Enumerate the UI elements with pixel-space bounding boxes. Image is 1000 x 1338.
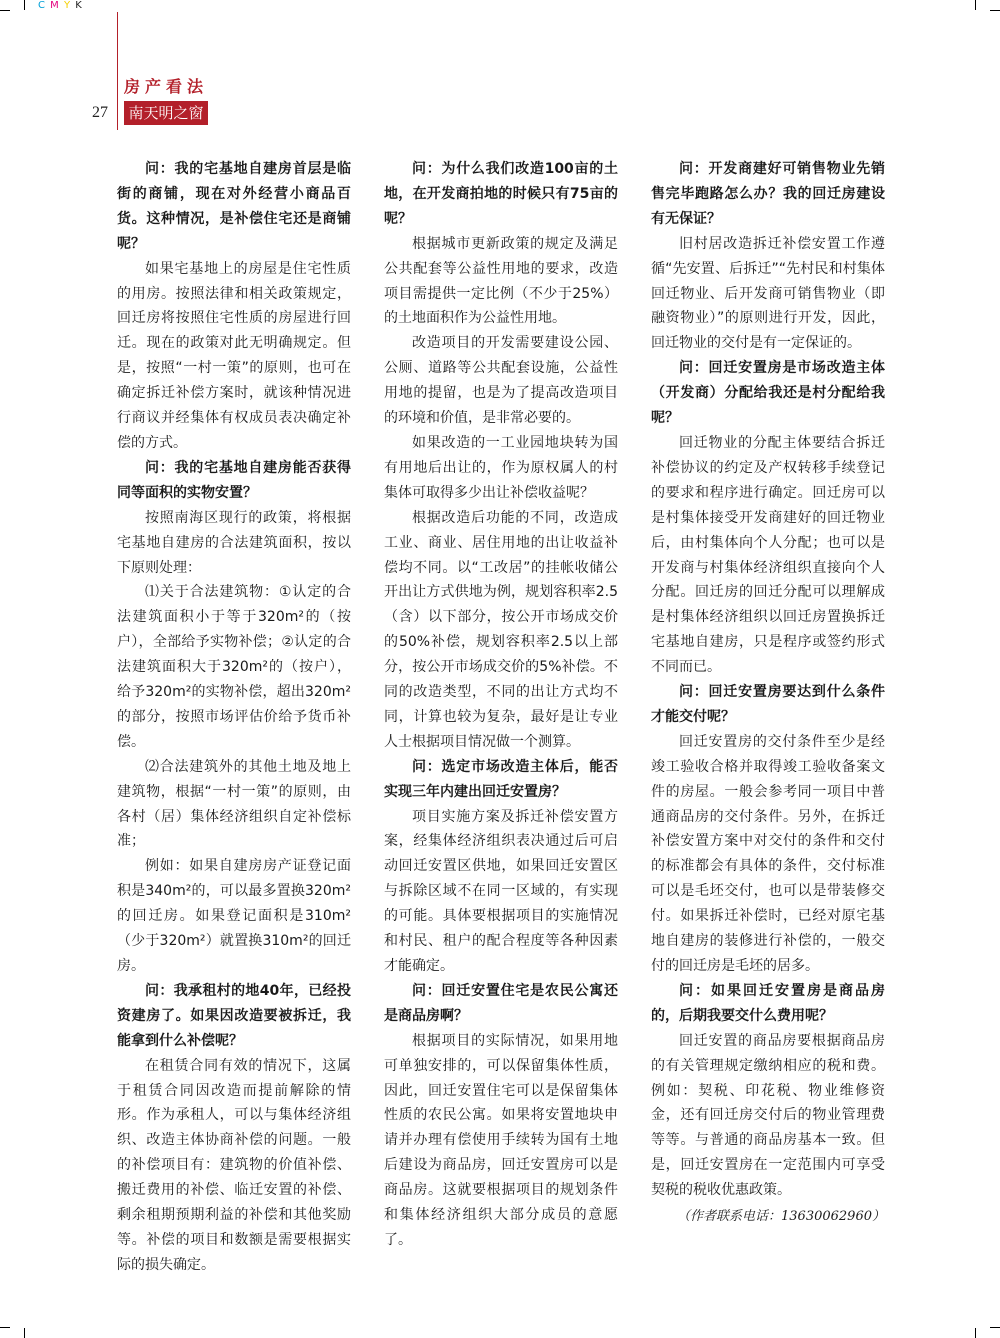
body-paragraph: 在租赁合同有效的情况下，这属于租赁合同因改造而提前解除的情形。作为承租人，可以与集体经济组织、改造主体协商补偿的问题。一般的补偿项目有：建筑物的价值补偿、搬迁费用的补偿、临迁安置的补偿、剩余租期预期利益的补偿和其他奖励等。补偿的项目和数额是需要根据实际的损失确定。 — [117, 1057, 351, 1273]
body-paragraph: 项目实施方案及拆迁补偿安置方案，经集体经济组织表决通过后可启动回迁安置区供地，如果回迁安置区与拆除区域不在同一区域的，有实现的可能。具体要根据项目的实施情况和村民、租户的配合程度等各种因素才能确定。 — [384, 808, 618, 974]
body-paragraph: 回迁物业的分配主体要结合拆迁补偿协议的约定及产权转移手续登记的要求和程序进行确定。回迁房可以是村集体接受开发商建好的回迁物业后，由村集体向个人分配；也可以是开发商与村集体经济组织直接向个人分配。回迁房的回迁分配可以理解成是村集体经济组织以回迁房置换拆迁宅基地自建房，只是程序或签约形式不同而已。 — [651, 434, 885, 676]
registration-m: M — [50, 0, 60, 11]
crop-mark-top-left — [0, 10, 10, 11]
article-column-1 — [117, 157, 351, 1278]
body-paragraph: 改造项目的开发需要建设公园、公厕、道路等公共配套设施，公益性用地的提留，也是为了提高改造项目的环境和价值，是非常必要的。 — [384, 335, 618, 427]
section-title: 房产看法 — [124, 77, 209, 96]
question-paragraph: 问：为什么我们改造100亩的土地，在开发商拍地的时候只有75亩的呢？ — [384, 161, 618, 227]
crop-mark-bottom-left-v — [24, 1328, 25, 1338]
body-paragraph: 回迁安置房的交付条件至少是经竣工验收合格并取得竣工验收备案文件的房屋。一般会参考同一项目中普通商品房的交付条件。另外，在拆迁补偿安置方案中对交付的条件和交付的标准都会有具体的条件，交付标准可以是毛坯交付，也可以是带装修交付。如果拆迁补偿时，已经对原宅基地自建房的装修进行补偿的，一般交付的回迁房是毛坯的居多。 — [651, 733, 885, 974]
body-paragraph: 旧村居改造拆迁补偿安置工作遵循“先安置、后拆迁”“先村民和村集体回迁物业、后开发商可销售物业（即融资物业）”的原则进行开发，因此，回迁物业的交付是有一定保证的。 — [651, 235, 885, 352]
question-paragraph: 问：回迁安置房是市场改造主体（开发商）分配给我还是村分配给我呢？ — [651, 360, 885, 427]
crop-mark-top-right-v — [975, 0, 976, 10]
header-rule — [117, 12, 118, 130]
color-registration-marks — [38, 0, 83, 11]
body-paragraph: 如果宅基地上的房屋是住宅性质的用房。按照法律和相关政策规定，回迁房将按照住宅性质的房屋进行回迁。现在的政策对此无明确规定。但是，按照“一村一策”的原则，也可在确定拆迁补偿方案时，就该种情况进行商议并经集体有权成员表决确定补偿的方式。 — [117, 260, 351, 451]
question-paragraph: 问：开发商建好可销售物业先销售完毕跑路怎么办？我的回迁房建设有无保证？ — [651, 161, 885, 227]
question-paragraph: 问：回迁安置房要达到什么条件才能交付呢？ — [651, 684, 885, 725]
body-paragraph: 根据改造后功能的不同，改造成工业、商业、居住用地的出让收益补偿均不同。以“工改居”的挂帐收储公开出让方式供地为例，规划容积率2.5（含）以下部分，按公开市场成交价的50%补偿，规划容积率2.5以上部分，按公开市场成交价的5%补偿。不同的改造类型，不同的出让方式均不同，计算也较为复杂，最好是让专业人士根据项目情况做一个测算。 — [384, 509, 618, 750]
registration-k: K — [75, 0, 83, 11]
crop-mark-top-right — [990, 10, 1000, 11]
question-paragraph: 问：如果回迁安置房是商品房的，后期我要交什么费用呢？ — [651, 982, 885, 1024]
column-label: 南天明之窗 — [124, 101, 208, 125]
author-contact: （作者联系电话：13630062960） — [677, 1209, 885, 1225]
body-paragraph: 根据城市更新政策的规定及满足公共配套等公益性用地的要求，改造项目需提供一定比例（不少于25%）的土地面积作为公益性用地。 — [384, 235, 618, 327]
question-paragraph: 问：选定市场改造主体后，能否实现三年内建出回迁安置房？ — [384, 758, 618, 800]
article-column-2 — [384, 157, 618, 1253]
registration-y: Y — [64, 0, 72, 11]
crop-mark-top-left-v — [24, 0, 25, 10]
crop-mark-bottom-right-v — [975, 1328, 976, 1338]
article-column-3 — [651, 157, 885, 1230]
body-paragraph: 如果改造的一工业园地块转为国有用地后出让的，作为原权属人的村集体可取得多少出让补偿收益呢？ — [384, 434, 618, 501]
body-paragraph: 回迁安置的商品房要根据商品房的有关管理规定缴纳相应的税和费。例如：契税、印花税、物业维修资金，还有回迁房交付后的物业管理费等等。与普通的商品房基本一致。但是，回迁安置房在一定范围内可享受契税的税收优惠政策。 — [651, 1032, 885, 1199]
question-paragraph: 问：我承租村的地40年，已经投资建房了。如果因改造要被拆迁，我能拿到什么补偿呢？ — [117, 982, 351, 1049]
question-paragraph: 问：回迁安置住宅是农民公寓还是商品房啊？ — [384, 982, 618, 1024]
body-paragraph: ⑵合法建筑外的其他土地及地上建筑物，根据“一村一策”的原则，由各村（居）集体经济组织自定补偿标准； — [117, 758, 351, 850]
question-paragraph: 问：我的宅基地自建房能否获得同等面积的实物安置？ — [117, 459, 351, 501]
body-paragraph: 例如：如果自建房房产证登记面积是340m²的，可以最多置换320m²的回迁房。如果登记面积是310m²（少于320m²）就置换310m²的回迁房。 — [117, 858, 351, 974]
crop-mark-bottom-right — [990, 1327, 1000, 1328]
body-paragraph: 按照南海区现行的政策，将根据宅基地自建房的合法建筑面积，按以下原则处理： — [117, 509, 351, 576]
body-paragraph: 根据项目的实际情况，如果用地可单独安排的，可以保留集体性质，因此，回迁安置住宅可以是保留集体性质的农民公寓。如果将安置地块申请并办理有偿使用手续转为国有土地后建设为商品房，回迁安置房可以是商品房。这就要根据项目的规划条件和集体经济组织大部分成员的意愿了。 — [384, 1032, 618, 1248]
crop-mark-bottom-left — [0, 1327, 10, 1328]
question-paragraph: 问：我的宅基地自建房首层是临街的商铺，现在对外经营小商品百货。这种情况，是补偿住宅还是商铺呢？ — [117, 161, 351, 252]
body-paragraph: ⑴关于合法建筑物：①认定的合法建筑面积小于等于320m²的（按户），全部给予实物补偿；②认定的合法建筑面积大于320m²的（按户），给予320m²的实物补偿，超出320m²的部分，按照市场评估价给予货币补偿。 — [117, 584, 351, 750]
registration-c: C — [38, 0, 46, 11]
page-number: 27 — [92, 104, 108, 121]
